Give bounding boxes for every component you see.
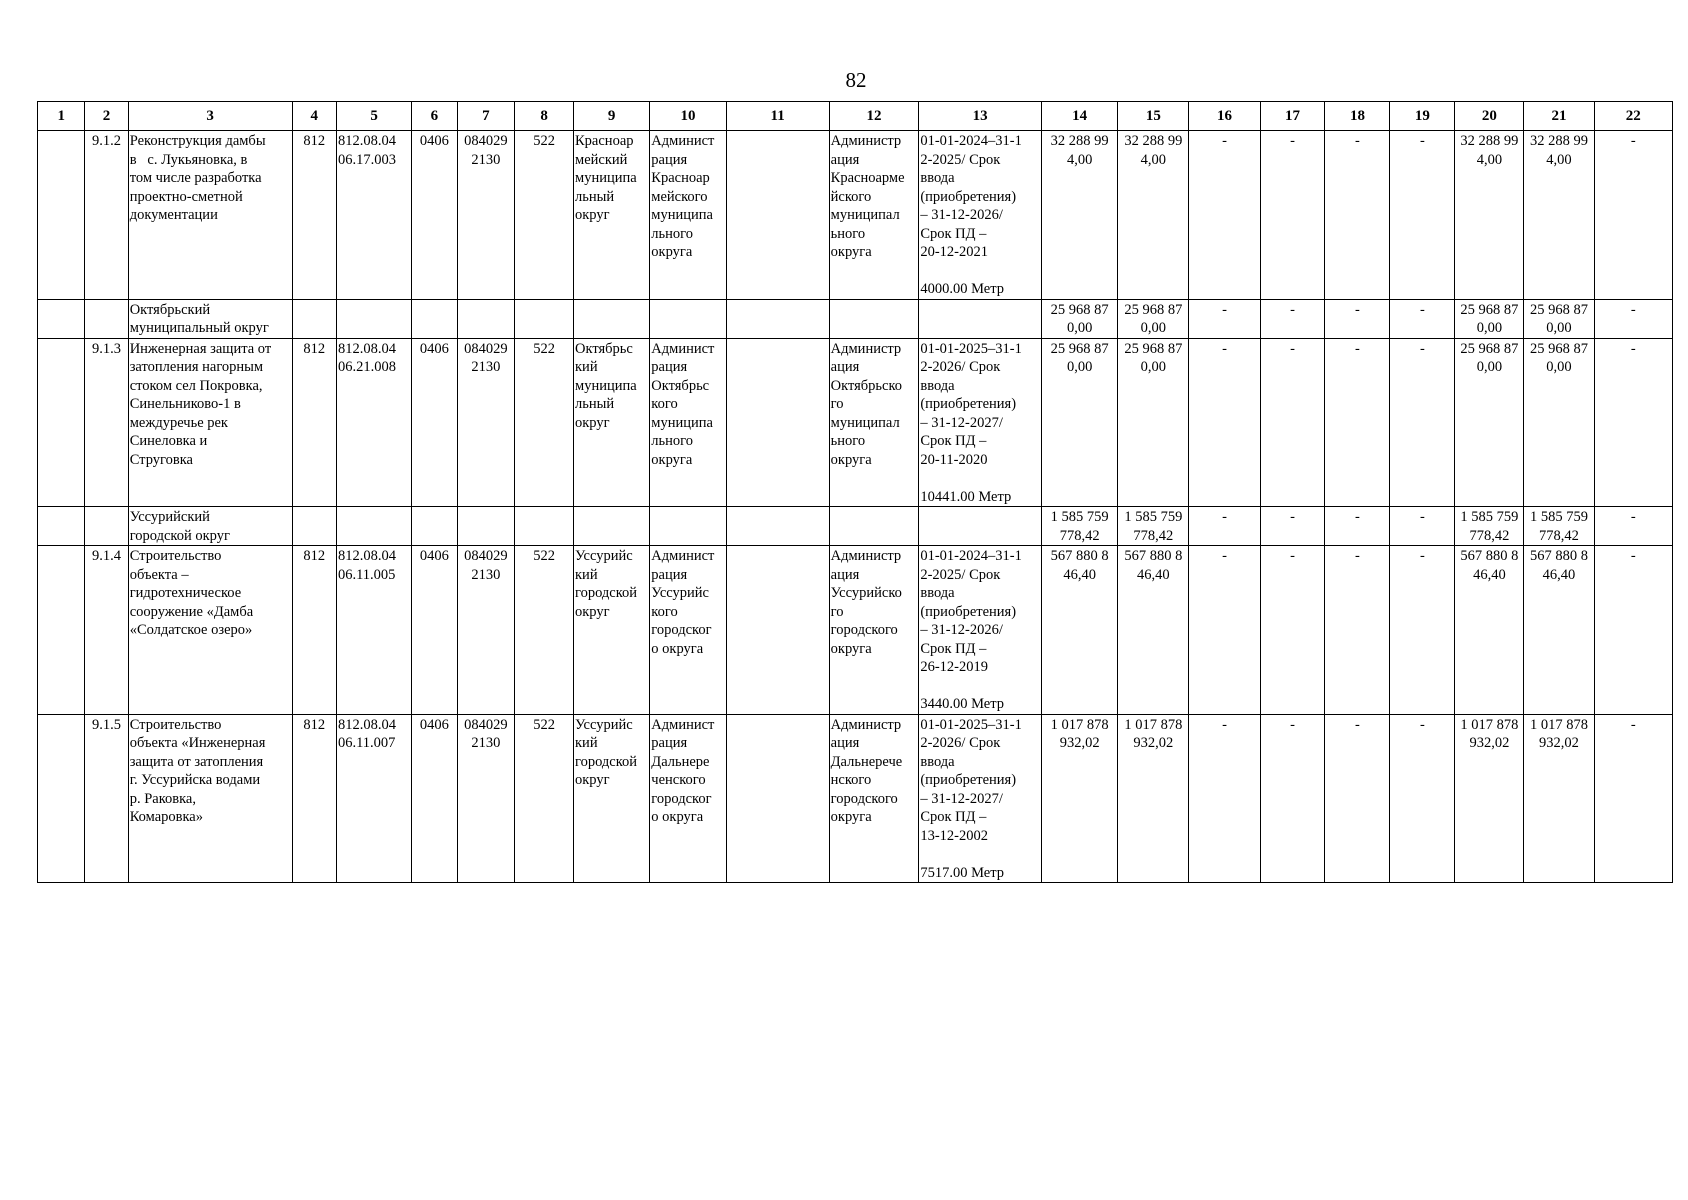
cell-col-6 [412, 299, 457, 338]
cell-col-19: - [1390, 131, 1455, 300]
cell-col-7 [457, 299, 515, 338]
cell-col-21: 32 288 99 4,00 [1524, 131, 1594, 300]
cell-col-16: - [1189, 546, 1260, 715]
cell-col-12: Администр ация Октябрьско го муниципал ьного округа [829, 338, 919, 507]
cell-col-16: - [1189, 338, 1260, 507]
cell-col-5 [336, 299, 411, 338]
cell-col-7: 084029 2130 [457, 131, 515, 300]
cell-col-20: 25 968 87 0,00 [1455, 299, 1524, 338]
header-col-14: 14 [1042, 102, 1118, 131]
cell-col-9 [574, 507, 650, 546]
header-col-12: 12 [829, 102, 919, 131]
cell-col-7: 084029 2130 [457, 338, 515, 507]
cell-col-14: 32 288 99 4,00 [1042, 131, 1118, 300]
cell-col-19: - [1390, 546, 1455, 715]
cell-col-11 [726, 338, 829, 507]
cell-col-15: 25 968 87 0,00 [1118, 299, 1189, 338]
cell-col-6: 0406 [412, 131, 457, 300]
cell-col-3: Строительство объекта «Инженерная защита от затопления г. Уссурийска водами р. Раковка, Комаровка» [128, 714, 292, 883]
cell-col-14: 1 585 759 778,42 [1042, 507, 1118, 546]
cell-col-4: 812 [292, 338, 336, 507]
cell-col-5: 812.08.04 06.21.008 [336, 338, 411, 507]
cell-col-18: - [1325, 714, 1390, 883]
cell-col-19: - [1390, 714, 1455, 883]
cell-col-14: 567 880 8 46,40 [1042, 546, 1118, 715]
header-col-17: 17 [1260, 102, 1325, 131]
cell-col-17: - [1260, 131, 1325, 300]
cell-col-1 [38, 507, 85, 546]
cell-col-9: Уссурийс кий городской округ [574, 714, 650, 883]
header-col-4: 4 [292, 102, 336, 131]
cell-col-22: - [1594, 299, 1672, 338]
cell-col-6: 0406 [412, 714, 457, 883]
cell-col-12 [829, 507, 919, 546]
cell-col-12 [829, 299, 919, 338]
cell-col-20: 1 585 759 778,42 [1455, 507, 1524, 546]
cell-col-7: 084029 2130 [457, 546, 515, 715]
cell-col-18: - [1325, 131, 1390, 300]
cell-col-12: Администр ация Уссурийско го городского округа [829, 546, 919, 715]
cell-col-4 [292, 299, 336, 338]
cell-col-13 [919, 299, 1042, 338]
cell-col-8: 522 [515, 338, 574, 507]
header-col-13: 13 [919, 102, 1042, 131]
cell-col-8: 522 [515, 714, 574, 883]
page-number: 82 [845, 68, 867, 92]
cell-col-3: Реконструкция дамбы в с. Лукьяновка, в том числе разработка проектно-сметной документации [128, 131, 292, 300]
cell-col-21: 1 017 878 932,02 [1524, 714, 1594, 883]
cell-col-16: - [1189, 299, 1260, 338]
cell-col-13: 01-01-2024–31-1 2-2025/ Срок ввода (приобретения) – 31-12-2026/ Срок ПД – 20-12-2021 4000.00 Метр [919, 131, 1042, 300]
cell-col-15: 32 288 99 4,00 [1118, 131, 1189, 300]
investment-table [37, 101, 1673, 883]
cell-col-5: 812.08.04 06.17.003 [336, 131, 411, 300]
cell-col-3: Уссурийский городской округ [128, 507, 292, 546]
cell-col-10: Админист рация Красноар мейского муниципа льного округа [650, 131, 726, 300]
header-col-5: 5 [336, 102, 411, 131]
cell-col-18: - [1325, 338, 1390, 507]
header-col-8: 8 [515, 102, 574, 131]
cell-col-13: 01-01-2024–31-1 2-2025/ Срок ввода (приобретения) – 31-12-2026/ Срок ПД – 26-12-2019 3440.00 Метр [919, 546, 1042, 715]
cell-col-19: - [1390, 299, 1455, 338]
cell-col-10 [650, 299, 726, 338]
cell-col-21: 567 880 8 46,40 [1524, 546, 1594, 715]
cell-col-18: - [1325, 546, 1390, 715]
cell-col-15: 567 880 8 46,40 [1118, 546, 1189, 715]
cell-col-19: - [1390, 507, 1455, 546]
cell-col-1 [38, 714, 85, 883]
table-row [38, 338, 1673, 507]
cell-col-10: Админист рация Дальнере ченского городског о округа [650, 714, 726, 883]
cell-col-11 [726, 131, 829, 300]
cell-col-15: 1 585 759 778,42 [1118, 507, 1189, 546]
cell-col-8: 522 [515, 546, 574, 715]
cell-col-6: 0406 [412, 338, 457, 507]
header-col-20: 20 [1455, 102, 1524, 131]
header-col-9: 9 [574, 102, 650, 131]
cell-col-17: - [1260, 714, 1325, 883]
header-col-10: 10 [650, 102, 726, 131]
cell-col-22: - [1594, 338, 1672, 507]
header-col-22: 22 [1594, 102, 1672, 131]
cell-col-3: Октябрьский муниципальный округ [128, 299, 292, 338]
cell-col-19: - [1390, 338, 1455, 507]
cell-col-9: Красноар мейский муниципа льный округ [574, 131, 650, 300]
cell-col-1 [38, 546, 85, 715]
cell-col-4: 812 [292, 714, 336, 883]
header-col-18: 18 [1325, 102, 1390, 131]
cell-col-11 [726, 507, 829, 546]
cell-col-7: 084029 2130 [457, 714, 515, 883]
cell-col-1 [38, 131, 85, 300]
cell-col-7 [457, 507, 515, 546]
table-row [38, 546, 1673, 715]
table-row [38, 714, 1673, 883]
cell-col-20: 1 017 878 932,02 [1455, 714, 1524, 883]
cell-col-21: 25 968 87 0,00 [1524, 299, 1594, 338]
subtotal-row [38, 507, 1673, 546]
cell-col-9: Октябрьс кий муниципа льный округ [574, 338, 650, 507]
cell-col-12: Администр ация Красноарме йского муниципал ьного округа [829, 131, 919, 300]
cell-col-5: 812.08.04 06.11.007 [336, 714, 411, 883]
cell-col-2: 9.1.4 [85, 546, 128, 715]
cell-col-12: Администр ация Дальнерече нского городского округа [829, 714, 919, 883]
cell-col-21: 1 585 759 778,42 [1524, 507, 1594, 546]
header-col-15: 15 [1118, 102, 1189, 131]
cell-col-17: - [1260, 507, 1325, 546]
cell-col-15: 1 017 878 932,02 [1118, 714, 1189, 883]
cell-col-2 [85, 299, 128, 338]
cell-col-22: - [1594, 714, 1672, 883]
cell-col-10: Админист рация Уссурийс кого городског о округа [650, 546, 726, 715]
cell-col-2: 9.1.5 [85, 714, 128, 883]
header-row [38, 102, 1673, 131]
cell-col-9: Уссурийс кий городской округ [574, 546, 650, 715]
table-row [38, 131, 1673, 300]
cell-col-15: 25 968 87 0,00 [1118, 338, 1189, 507]
cell-col-17: - [1260, 546, 1325, 715]
cell-col-5: 812.08.04 06.11.005 [336, 546, 411, 715]
cell-col-14: 1 017 878 932,02 [1042, 714, 1118, 883]
cell-col-1 [38, 299, 85, 338]
cell-col-6 [412, 507, 457, 546]
cell-col-10 [650, 507, 726, 546]
cell-col-6: 0406 [412, 546, 457, 715]
cell-col-13: 01-01-2025–31-1 2-2026/ Срок ввода (приобретения) – 31-12-2027/ Срок ПД – 20-11-2020 10441.00 Метр [919, 338, 1042, 507]
cell-col-18: - [1325, 299, 1390, 338]
cell-col-10: Админист рация Октябрьс кого муниципа льного округа [650, 338, 726, 507]
header-col-2: 2 [85, 102, 128, 131]
cell-col-9 [574, 299, 650, 338]
cell-col-17: - [1260, 338, 1325, 507]
header-col-6: 6 [412, 102, 457, 131]
cell-col-13: 01-01-2025–31-1 2-2026/ Срок ввода (приобретения) – 31-12-2027/ Срок ПД – 13-12-2002 7517.00 Метр [919, 714, 1042, 883]
cell-col-11 [726, 299, 829, 338]
cell-col-20: 25 968 87 0,00 [1455, 338, 1524, 507]
cell-col-14: 25 968 87 0,00 [1042, 338, 1118, 507]
cell-col-4: 812 [292, 546, 336, 715]
cell-col-2: 9.1.2 [85, 131, 128, 300]
cell-col-8 [515, 299, 574, 338]
cell-col-5 [336, 507, 411, 546]
cell-col-18: - [1325, 507, 1390, 546]
cell-col-13 [919, 507, 1042, 546]
header-col-1: 1 [38, 102, 85, 131]
cell-col-11 [726, 714, 829, 883]
cell-col-1 [38, 338, 85, 507]
cell-col-8: 522 [515, 131, 574, 300]
cell-col-3: Инженерная защита от затопления нагорным стоком сел Покровка, Синельниково-1 в междуречье рек Синеловка и Струговка [128, 338, 292, 507]
cell-col-20: 32 288 99 4,00 [1455, 131, 1524, 300]
cell-col-14: 25 968 87 0,00 [1042, 299, 1118, 338]
cell-col-4 [292, 507, 336, 546]
cell-col-16: - [1189, 131, 1260, 300]
cell-col-20: 567 880 8 46,40 [1455, 546, 1524, 715]
cell-col-22: - [1594, 507, 1672, 546]
cell-col-8 [515, 507, 574, 546]
cell-col-2: 9.1.3 [85, 338, 128, 507]
cell-col-4: 812 [292, 131, 336, 300]
header-col-21: 21 [1524, 102, 1594, 131]
cell-col-17: - [1260, 299, 1325, 338]
cell-col-2 [85, 507, 128, 546]
cell-col-3: Строительство объекта – гидротехническое сооружение «Дамба «Солдатское озеро» [128, 546, 292, 715]
cell-col-11 [726, 546, 829, 715]
header-col-16: 16 [1189, 102, 1260, 131]
header-col-7: 7 [457, 102, 515, 131]
cell-col-21: 25 968 87 0,00 [1524, 338, 1594, 507]
header-col-19: 19 [1390, 102, 1455, 131]
subtotal-row [38, 299, 1673, 338]
cell-col-22: - [1594, 546, 1672, 715]
header-col-11: 11 [726, 102, 829, 131]
cell-col-16: - [1189, 507, 1260, 546]
cell-col-16: - [1189, 714, 1260, 883]
header-col-3: 3 [128, 102, 292, 131]
cell-col-22: - [1594, 131, 1672, 300]
